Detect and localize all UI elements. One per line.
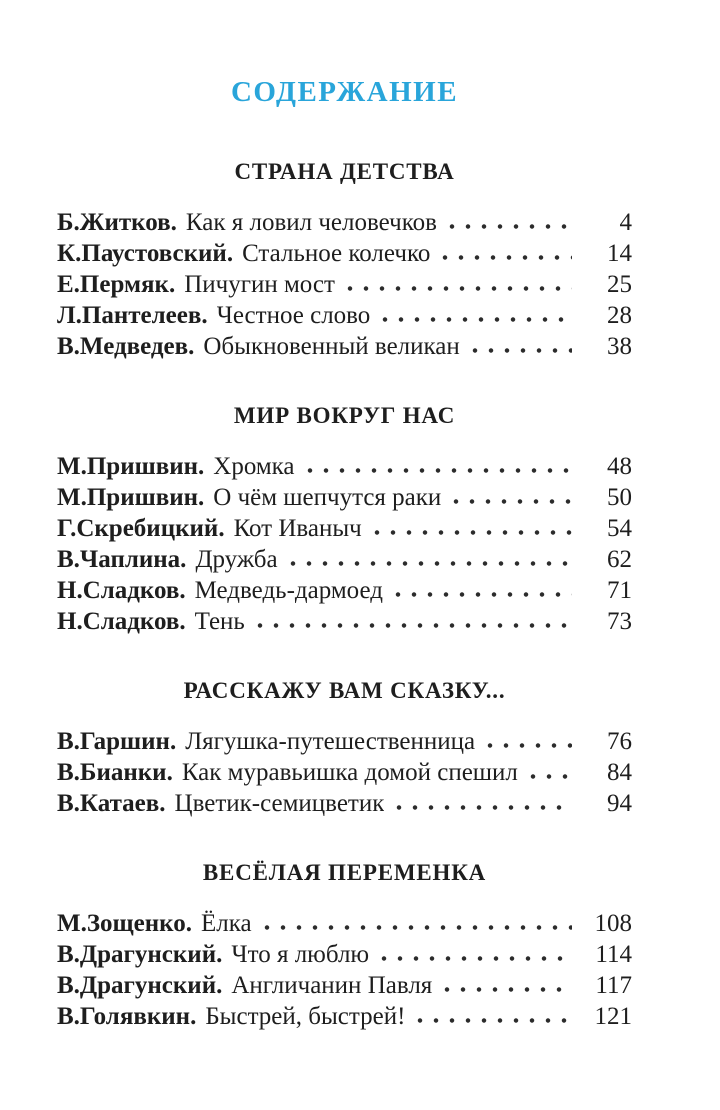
toc-entry — [57, 207, 632, 238]
entry-author: Н.Сладков. — [57, 608, 186, 635]
section-mir-vokrug-nas — [57, 403, 632, 637]
entry-author: В.Гаршин. — [57, 728, 177, 755]
section-heading: МИР ВОКРУГ НАС — [233, 403, 456, 428]
toc-entry — [57, 575, 632, 606]
entry-title: Как я ловил человечков — [185, 209, 437, 236]
dot-leader — [381, 953, 572, 962]
entry-page-number: 121 — [594, 1003, 632, 1030]
toc-entry — [57, 300, 632, 331]
entry-title: Как муравьишка домой спешил — [181, 759, 518, 786]
toc-entry — [57, 513, 632, 544]
dot-leader — [257, 620, 572, 629]
toc-entry — [57, 757, 632, 788]
dot-leader — [374, 527, 572, 536]
toc-entry — [57, 482, 632, 513]
entry-page-number: 54 — [607, 515, 632, 542]
entry-author: Е.Пермяк. — [57, 271, 176, 298]
entry-page-number: 4 — [619, 209, 632, 236]
section-heading: ВЕСЁЛАЯ ПЕРЕМЕНКА — [202, 860, 487, 885]
entry-page-number: 73 — [607, 608, 632, 635]
dot-leader — [472, 345, 572, 354]
dot-leader — [449, 221, 572, 230]
entry-page-number: 71 — [607, 577, 632, 604]
entry-author: Г.Скребицкий. — [57, 515, 225, 542]
entry-title: Лягушка-путешественница — [185, 728, 476, 755]
entry-title: Ёлка — [200, 910, 252, 937]
entry-title: Стальное колечко — [242, 240, 431, 267]
dot-leader — [530, 771, 572, 780]
entry-title: Дружба — [195, 546, 278, 573]
entry-page-number: 48 — [607, 453, 632, 480]
entry-page-number: 114 — [595, 941, 632, 968]
entry-title: О чём шепчутся раки — [213, 484, 442, 511]
entry-author: Б.Житков. — [57, 209, 177, 236]
entry-title: Пичугин мост — [184, 271, 335, 298]
dot-leader — [453, 496, 572, 505]
dot-leader — [417, 1015, 572, 1024]
entry-title: Что я люблю — [231, 941, 370, 968]
entry-author: М.Пришвин. — [57, 453, 205, 480]
entry-page-number: 117 — [595, 972, 632, 999]
dot-leader — [347, 283, 572, 292]
entry-title: Англичанин Павля — [231, 972, 433, 999]
dot-leader — [382, 314, 572, 323]
dot-leader — [442, 252, 572, 261]
dot-leader — [487, 740, 572, 749]
entry-author: В.Голявкин. — [57, 1003, 197, 1030]
entry-title: Цветик-семицветик — [174, 790, 385, 817]
dot-leader — [307, 465, 572, 474]
entry-page-number: 25 — [607, 271, 632, 298]
entry-title: Тень — [194, 608, 245, 635]
entry-author: К.Паустовский. — [57, 240, 234, 267]
toc-entry — [57, 726, 632, 757]
dot-leader — [396, 802, 572, 811]
entry-title: Обыкновенный великан — [203, 333, 460, 360]
section-heading: СТРАНА ДЕТСТВА — [234, 159, 455, 184]
toc-entry — [57, 606, 632, 637]
entry-author: В.Бианки. — [57, 759, 173, 786]
entry-author: Л.Пантелеев. — [57, 302, 208, 329]
dot-leader — [395, 589, 572, 598]
entry-author: М.Зощенко. — [57, 910, 192, 937]
section-vesyolaya-peremenka — [57, 860, 632, 1032]
toc-entry — [57, 238, 632, 269]
toc-entry — [57, 788, 632, 819]
entry-page-number: 38 — [607, 333, 632, 360]
section-heading: РАССКАЖУ ВАМ СКАЗКУ... — [183, 678, 506, 703]
section-rasskazhu-vam-skazku — [57, 678, 632, 819]
entry-title: Хромка — [213, 453, 295, 480]
section-strana-detstva — [57, 159, 632, 362]
entry-page-number: 28 — [607, 302, 632, 329]
entry-title: Кот Иваныч — [233, 515, 362, 542]
entry-title: Медведь-дармоед — [194, 577, 383, 604]
entry-page-number: 94 — [607, 790, 632, 817]
toc-entry — [57, 908, 632, 939]
entry-page-number: 84 — [607, 759, 632, 786]
toc-entry — [57, 451, 632, 482]
entry-page-number: 62 — [607, 546, 632, 573]
dot-leader — [444, 984, 572, 993]
entry-author: В.Чаплина. — [57, 546, 187, 573]
entry-page-number: 50 — [607, 484, 632, 511]
page-title: СОДЕРЖАНИЕ — [230, 76, 459, 108]
toc-entry — [57, 331, 632, 362]
dot-leader — [290, 558, 572, 567]
entry-page-number: 108 — [594, 910, 632, 937]
entry-author: М.Пришвин. — [57, 484, 205, 511]
entry-author: В.Катаев. — [57, 790, 166, 817]
entry-title: Быстрей, быстрей! — [205, 1003, 406, 1030]
entry-author: В.Драгунский. — [57, 972, 223, 999]
dot-leader — [264, 922, 572, 931]
entry-author: В.Медведев. — [57, 333, 195, 360]
toc-entry — [57, 970, 632, 1001]
toc-entry — [57, 1001, 632, 1032]
toc-entry — [57, 544, 632, 575]
entry-page-number: 14 — [607, 240, 632, 267]
toc-entry — [57, 269, 632, 300]
entry-author: Н.Сладков. — [57, 577, 186, 604]
entry-title: Честное слово — [216, 302, 371, 329]
entry-author: В.Драгунский. — [57, 941, 223, 968]
entry-page-number: 76 — [607, 728, 632, 755]
toc-entry — [57, 939, 632, 970]
